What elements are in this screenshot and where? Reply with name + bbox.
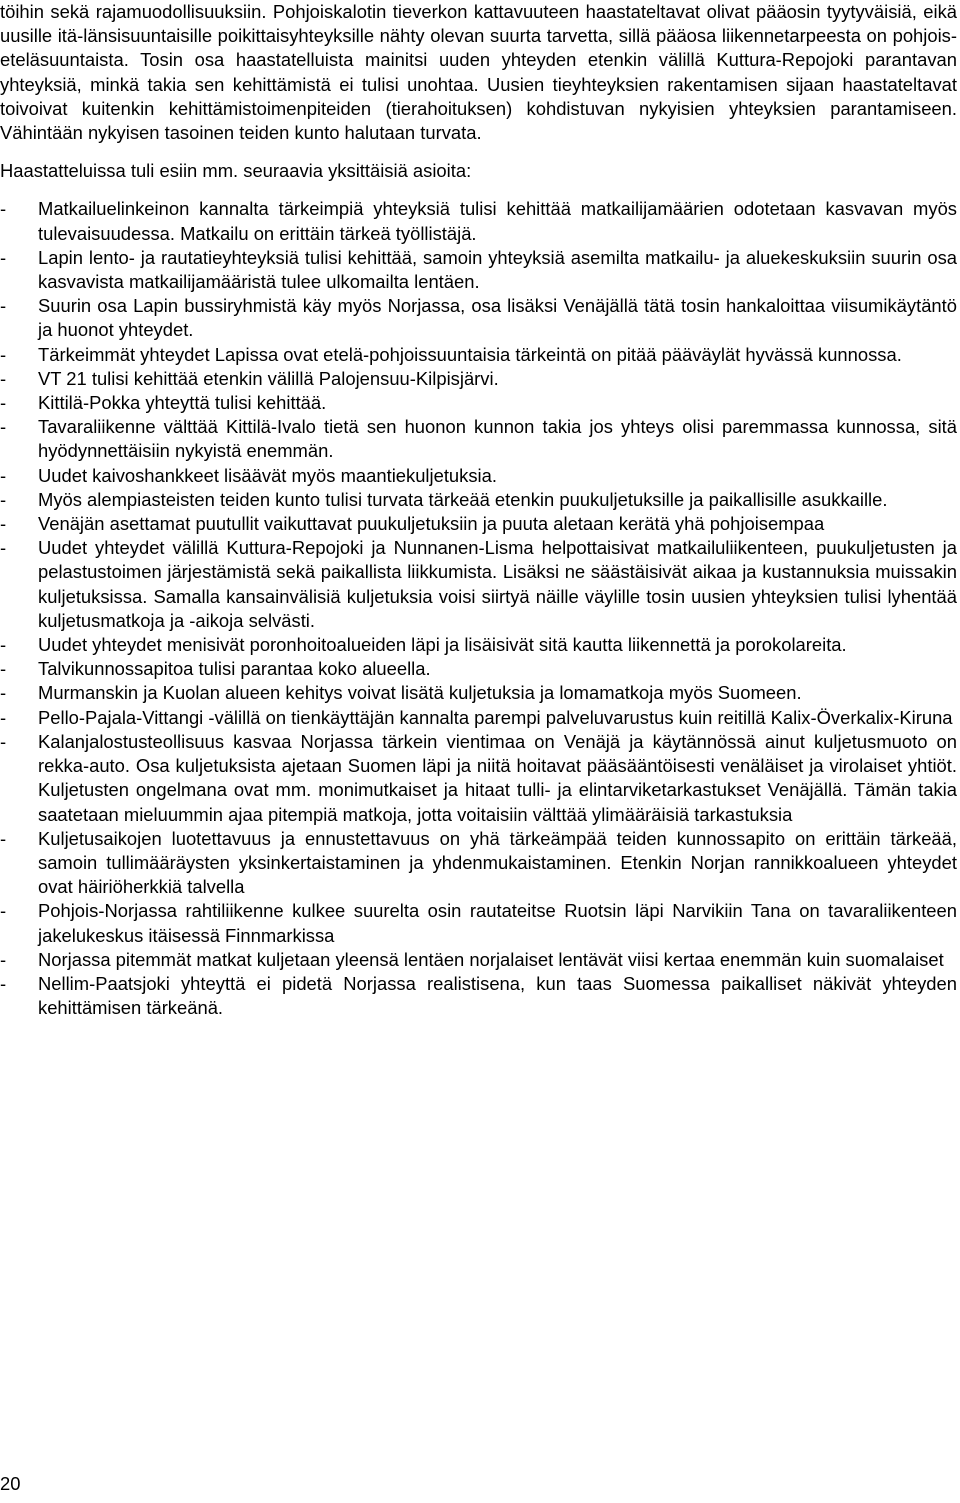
- bullet-dash: -: [0, 416, 7, 438]
- bullet-dash: -: [0, 827, 7, 849]
- list-item-text: Suurin osa Lapin bussiryhmistä käy myös Norjassa, osa lisäksi Venäjällä tätä tosin hankaloittaa viisumikäytäntö ja huonot yhteydet.: [38, 295, 957, 341]
- bullet-dash: -: [0, 706, 7, 728]
- bullet-dash: -: [0, 948, 7, 970]
- lead-in-text: Haastatteluissa tuli esiin mm. seuraavia yksittäisiä asioita:: [0, 160, 472, 182]
- list-item-text: Uudet yhteydet välillä Kuttura-Repojoki ja Nunnanen-Lisma helpottaisivat matkailuliikenteen, puukuljetusten ja pelastustoimen järjestämistä sekä paikallista liikkumista. Lisäksi ne säästäisivät aikaa ja kustannuksia muissakin kuljetuksissa. Samalla kansainvälisiä kuljetuksia voisi siirtyä näille väylille tosin uusien yhteyksien tulisi lyhentää kuljetusmatkoja ja -aikoja selvästi.: [38, 537, 957, 631]
- list-item: [0, 343, 957, 367]
- list-item-text: Uudet yhteydet menisivät poronhoitoalueiden läpi ja lisäisivät sitä kautta liikennettä ja porokolareita.: [38, 634, 847, 656]
- list-item-text: Kuljetusaikojen luotettavuus ja ennustettavuus on yhä tärkeämpää teiden kunnossapito on erittäin tärkeää, samoin tullimääräysten yksinkertaistaminen ja yhdenmukaistaminen. Etenkin Norjan rannikkoalueen yhteydet ovat häiriöherkkiä talvella: [38, 827, 957, 898]
- bullet-dash: -: [0, 513, 7, 535]
- list-item: [0, 246, 957, 294]
- list-item: [0, 294, 957, 342]
- bullet-dash: -: [0, 972, 7, 994]
- bullet-dash: -: [0, 634, 7, 656]
- list-item: [0, 536, 957, 633]
- list-item: [0, 488, 957, 512]
- bullet-dash: -: [0, 488, 7, 510]
- list-item: [0, 706, 957, 730]
- bullet-list: [0, 197, 957, 1020]
- list-item-text: Pello-Pajala-Vittangi -välillä on tienkäyttäjän kannalta parempi palveluvarustus kuin reitillä Kalix-Överkalix-Kiruna: [38, 706, 953, 728]
- list-item: [0, 657, 957, 681]
- list-item: [0, 197, 957, 245]
- list-item: [0, 827, 957, 900]
- list-item-text: Kittilä-Pokka yhteyttä tulisi kehittää.: [38, 392, 327, 414]
- list-item: [0, 972, 957, 1020]
- list-item: [0, 464, 957, 488]
- list-item-text: Norjassa pitemmät matkat kuljetaan yleensä lentäen norjalaiset lentävät viisi kertaa enemmän kuin suomalaiset: [38, 948, 944, 970]
- bullet-dash: -: [0, 658, 7, 680]
- bullet-dash: -: [0, 367, 7, 389]
- list-item: [0, 512, 957, 536]
- list-item-text: Lapin lento- ja rautatieyhteyksiä tulisi kehittää, samoin yhteyksiä asemilta matkailu- ja aluekeskuksiin suurin osa kasvavista matkailijamääristä tulee ulkomailta lentäen.: [38, 246, 957, 293]
- bullet-dash: -: [0, 343, 7, 365]
- list-item: [0, 633, 957, 657]
- list-item-text: Tärkeimmät yhteydet Lapissa ovat etelä-pohjoissuuntaisia tärkeintä on pitää pääväylät hyvässä kunnossa.: [38, 343, 902, 365]
- bullet-dash: -: [0, 537, 7, 559]
- bullet-dash: -: [0, 392, 7, 414]
- bullet-dash: -: [0, 295, 7, 317]
- list-item: [0, 730, 957, 827]
- list-item: [0, 681, 957, 705]
- bullet-dash: -: [0, 730, 7, 752]
- list-item-text: Talvikunnossapitoa tulisi parantaa koko alueella.: [38, 658, 431, 680]
- list-item: [0, 367, 957, 391]
- list-item-text: Nellim-Paatsjoki yhteyttä ei pidetä Norjassa realistisena, kun taas Suomessa paikalliset näkivät yhteyden kehittämisen tärkeänä.: [38, 972, 957, 1019]
- list-item-text: Uudet kaivoshankkeet lisäävät myös maantiekuljetuksia.: [38, 464, 497, 486]
- list-item-text: Myös alempiasteisten teiden kunto tulisi turvata tärkeää etenkin puukuljetuksille ja paikallisille asukkaille.: [38, 488, 888, 510]
- bullet-dash: -: [0, 464, 7, 486]
- list-item-text: Venäjän asettamat puutullit vaikuttavat puukuljetuksiin ja puuta aletaan kerätä yhä pohjoisempaa: [38, 513, 825, 535]
- list-item: [0, 899, 957, 947]
- list-item-text: Kalanjalostusteollisuus kasvaa Norjassa tärkein vientimaa on Venäjä ja käytännössä ainut kuljetusmuoto on rekka-auto. Osa kuljetuksista ajetaan Suomen läpi ja niitä hoitavat pääsääntöisesti venäläiset ja virolaiset yhtiöt. Kuljetusten ongelmana ovat mm. monimutkaiset ja hitaat tulli- ja elintarviketarkastukset Venäjällä. Tämän takia saatetaan mieluummin ajaa pitempiä matkoja, jotta voitaisiin välttää ylimääräisiä tarkastuksia: [38, 730, 957, 825]
- page-number: 20: [0, 1473, 21, 1494]
- bullet-dash: -: [0, 682, 7, 704]
- list-item: [0, 415, 957, 463]
- bullet-dash: -: [0, 198, 7, 220]
- list-item-text: Tavaraliikenne välttää Kittilä-Ivalo tietä sen huonon kunnon takia jos yhteys olisi paremmassa kunnossa, sitä hyödynnettäisiin nykyistä enemmän.: [38, 416, 957, 462]
- list-item-text: Pohjois-Norjassa rahtiliikenne kulkee suurelta osin rautateitse Ruotsin läpi Narvikiin Tana on tavaraliikenteen jakelukeskus itäisessä Finnmarkissa: [38, 900, 957, 946]
- bullet-dash: -: [0, 246, 7, 268]
- list-item-text: VT 21 tulisi kehittää etenkin välillä Palojensuu-Kilpisjärvi.: [38, 367, 499, 389]
- list-item: [0, 391, 957, 415]
- bullet-dash: -: [0, 900, 7, 922]
- intro-paragraph: töihin sekä rajamuodollisuuksiin. Pohjoiskalotin tieverkon kattavuuteen haastateltavat olivat pääosin tyytyväisiä, eikä uusille itä-länsisuuntaisille poikittaisyhteyksille nähty olevan suurta tarvetta, sillä pääosa liikennetarpeesta on pohjois-eteläsuuntaista. Tosin osa haastatelluista mainitsi uuden yhteyden etenkin välillä Kuttura-Repojoki parantavan yhteyksiä, minkä takia sen kehittämistä ei tulisi unohtaa. Uusien tieyhteyksien rakentamisen sijaan haastateltavat toivoivat kuitenkin kehittämistoimenpiteiden (tierahoituksen) kohdistuvan nykyisien yhteyksien parantamiseen. Vähintään nykyisen tasoinen teiden kunto halutaan turvata.: [0, 1, 957, 144]
- list-item: [0, 948, 957, 972]
- list-item-text: Matkailuelinkeinon kannalta tärkeimpiä yhteyksiä tulisi kehittää matkailijamäärien odotetaan kasvavan myös tulevaisuudessa. Matkailu on erittäin tärkeä työllistäjä.: [38, 198, 957, 244]
- list-item-text: Murmanskin ja Kuolan alueen kehitys voivat lisätä kuljetuksia ja lomamatkoja myös Suomeen.: [38, 682, 802, 704]
